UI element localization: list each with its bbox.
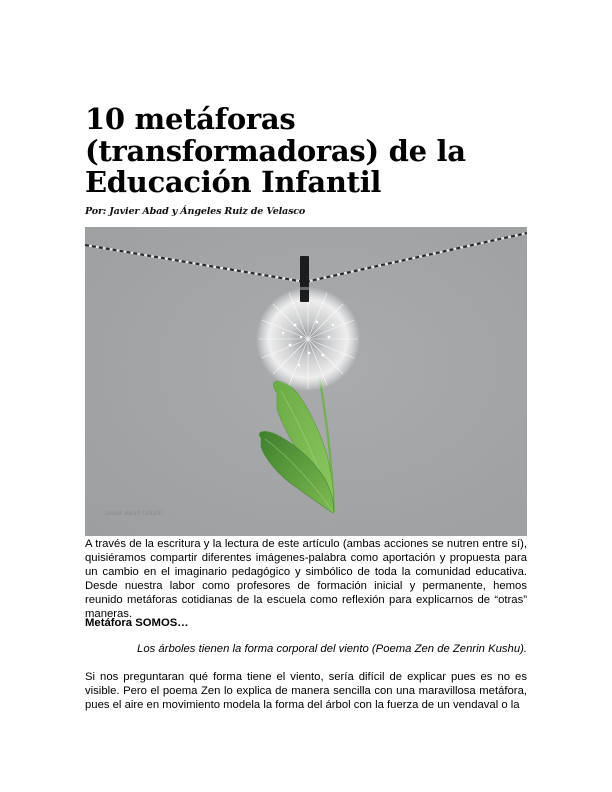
title-line-2: (transformadoras) de la [85, 133, 466, 168]
dandelion-seed-head [256, 287, 360, 391]
article-title [85, 104, 545, 199]
article-figure [85, 227, 527, 536]
article-byline: Por: Javier Abad y Ángeles Ruiz de Velasco [85, 206, 306, 217]
title-line-3: Educación Infantil [85, 165, 382, 199]
title-line-1: 10 metáforas [85, 102, 296, 136]
image-credit: Javier Abad (2020) [105, 510, 163, 517]
intro-paragraph: A través de la escritura y la lectura de este artículo (ambas acciones se nutren entre sí), quisiéramos compartir diferentes imágenes-palabra como aportación y propuesta para un cambio en el imaginario pedagógico y simbólico de toda la comunidad educativa. Desde nuestra labor como profesores de formación inicial y permanente, hemos reunido metáforas cotidianas de la escuela como reflexión para explicarnos de “otras” maneras. [85, 538, 527, 621]
epigraph-quote: Los árboles tienen la forma corporal del viento (Poema Zen de Zenrin Kushu). [137, 643, 527, 655]
dandelion-illustration [85, 227, 527, 536]
section-heading: Metáfora SOMOS… [85, 617, 189, 629]
section-paragraph: Si nos preguntaran qué forma tiene el viento, sería difícil de explicar pues es no es visible. Pero el poema Zen lo explica de manera sencilla con una maravillosa metáfora, pues el aire en movimiento modela la forma del árbol con la fuerza de un vendaval o la [85, 671, 527, 712]
clothespin [300, 256, 309, 302]
